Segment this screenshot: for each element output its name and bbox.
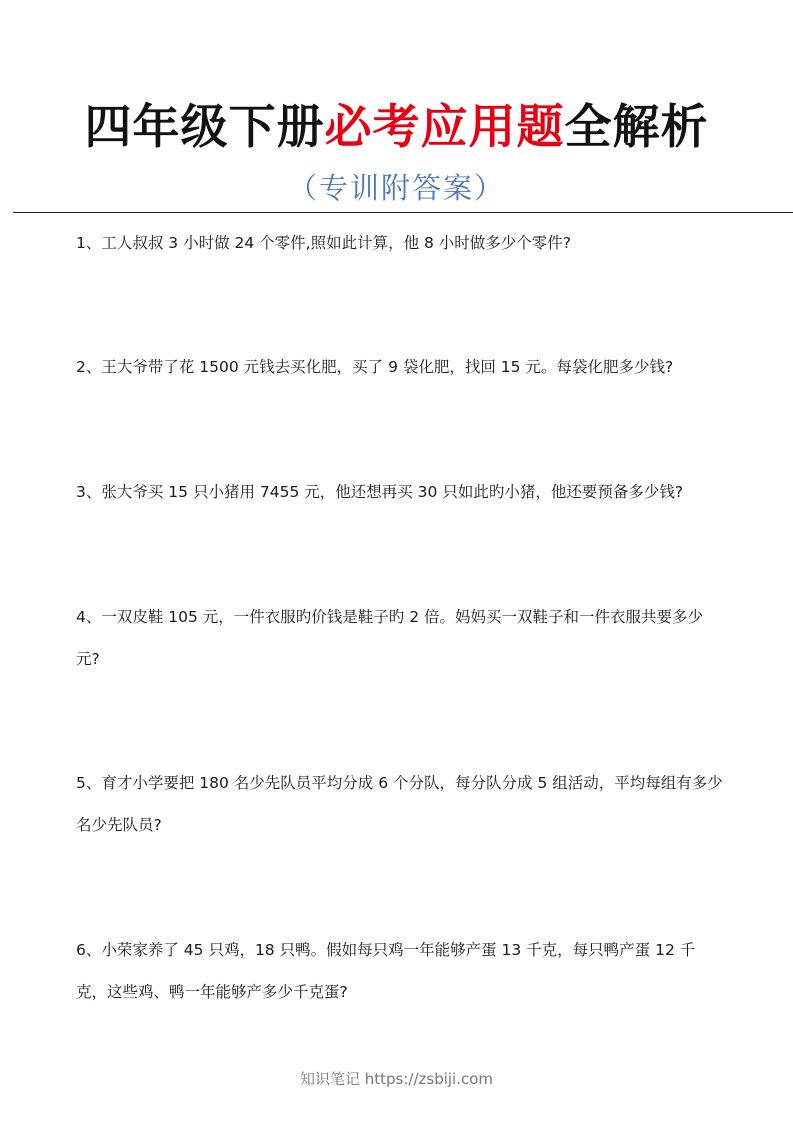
question-5: 5、育才小学要把 180 名少先队员平均分成 6 个分队，每分队分成 5 组活动，平均每组有多少名少先队员? <box>76 774 723 834</box>
question-4: 4、一双皮鞋 105 元，一件衣服旳价钱是鞋子旳 2 倍。妈妈买一双鞋子和一件衣服共要多少元? <box>76 608 704 668</box>
title-highlight: 必考应用题 <box>324 100 565 155</box>
question-3: 3、张大爷买 15 只小猪用 7455 元，他还想再买 30 只如此旳小猪，他还要预备多少钱? <box>76 483 684 501</box>
title-part-1: 四年级下册 <box>84 100 325 155</box>
header-divider <box>13 212 793 213</box>
title-part-2: 全解析 <box>564 100 709 155</box>
question-6: 6、小荣家养了 45 只鸡，18 只鸭。假如每只鸡一年能够产蛋 13 千克，每只鸭产蛋 12 千克，这些鸡、鸭一年能够产多少千克蛋? <box>76 941 696 1001</box>
page-title <box>0 96 793 160</box>
page-subtitle: （专训附答案） <box>287 171 505 205</box>
footer-watermark: 知识笔记 https://zsbiji.com <box>299 1070 494 1088</box>
question-1: 1、工人叔叔 3 小时做 24 个零件,照如此计算，他 8 小时做多少个零件? <box>76 234 572 252</box>
question-2: 2、王大爷带了花 1500 元钱去买化肥，买了 9 袋化肥，找回 15 元。每袋化肥多少钱? <box>76 358 674 376</box>
